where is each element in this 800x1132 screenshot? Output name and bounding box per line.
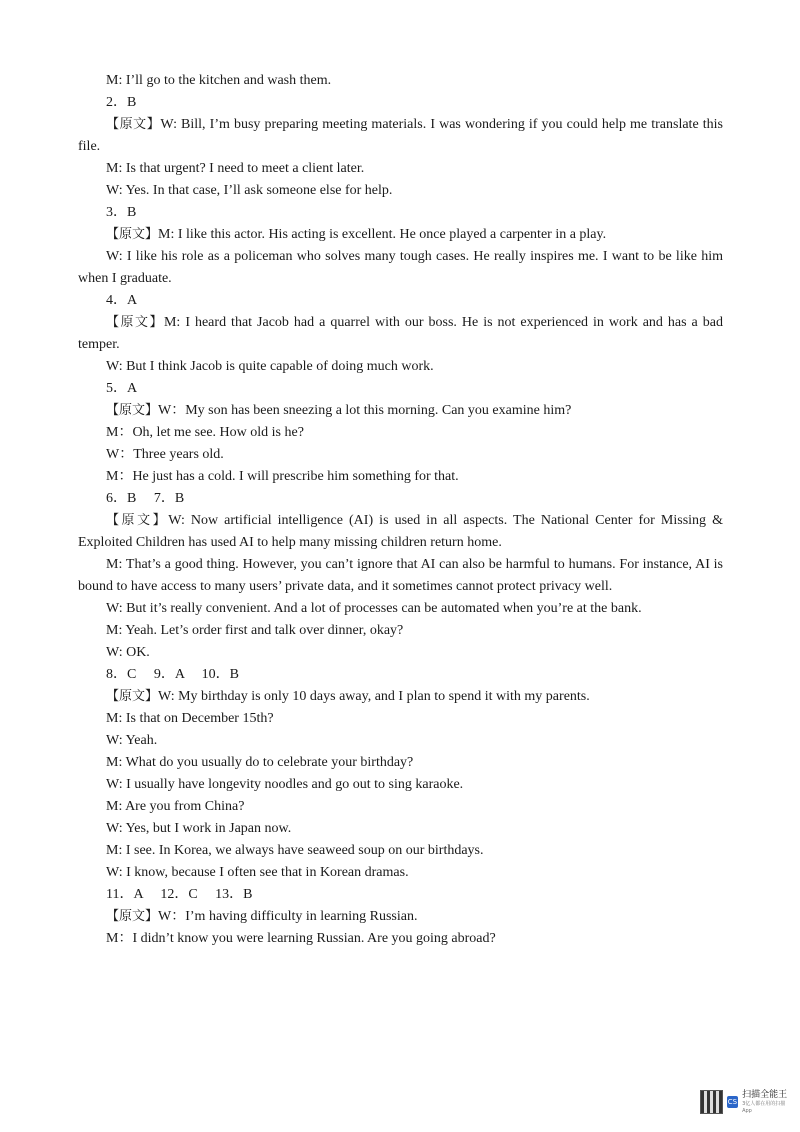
line-text: W: I like his role as a policeman who solves many tough cases. He really inspires me. I want to be like him when I graduate. xyxy=(78,249,723,286)
dialogue-line xyxy=(78,620,723,642)
line-text: 4．A xyxy=(106,293,138,308)
answer-key-line xyxy=(78,290,723,312)
watermark-title: 扫描全能王 xyxy=(742,1089,788,1100)
line-text: M: Yeah. Let’s order first and talk over dinner, okay? xyxy=(106,623,404,638)
answer-key-line xyxy=(78,378,723,400)
line-text: W：Three years old. xyxy=(106,447,224,462)
line-text: 5．A xyxy=(106,381,138,396)
transcript-start-line xyxy=(78,906,723,928)
transcript-start-line xyxy=(78,312,723,356)
line-text: 11．A 12．C 13．B xyxy=(106,887,253,902)
line-text: M: What do you usually do to celebrate your birthday? xyxy=(106,755,414,770)
line-text: W: Yeah. xyxy=(106,733,158,748)
original-text-tag: 【原文】 xyxy=(106,689,159,704)
dialogue-line xyxy=(78,356,723,378)
dialogue-line xyxy=(78,862,723,884)
line-text: W: I usually have longevity noodles and go out to sing karaoke. xyxy=(106,777,464,792)
line-text: 8．C 9．A 10．B xyxy=(106,667,240,682)
line-text: W：My son has been sneezing a lot this morning. Can you examine him? xyxy=(158,403,572,418)
dialogue-line xyxy=(78,70,723,92)
line-text: M: Are you from China? xyxy=(106,799,245,814)
line-text: W: I know, because I often see that in Korean dramas. xyxy=(106,865,409,880)
line-text: M：He just has a cold. I will prescribe him something for that. xyxy=(106,469,459,484)
watermark-subtitle: 3亿人都在用的扫描App xyxy=(742,1100,786,1114)
original-text-tag: 【原文】 xyxy=(106,315,164,330)
dialogue-line xyxy=(78,818,723,840)
dialogue-line xyxy=(78,598,723,620)
transcript-start-line xyxy=(78,400,723,422)
original-text-tag: 【原文】 xyxy=(106,227,159,242)
document-body xyxy=(78,70,723,950)
line-text: M: I see. In Korea, we always have seaweed soup on our birthdays. xyxy=(106,843,484,858)
line-text: 2．B xyxy=(106,95,137,110)
original-text-tag: 【原文】 xyxy=(106,513,169,528)
answer-key-line xyxy=(78,488,723,510)
original-text-tag: 【原文】 xyxy=(106,909,159,924)
transcript-start-line xyxy=(78,510,723,554)
line-text: W: OK. xyxy=(106,645,150,660)
transcript-start-line xyxy=(78,114,723,158)
dialogue-line xyxy=(78,158,723,180)
dialogue-line xyxy=(78,708,723,730)
line-text: W: My birthday is only 10 days away, and I plan to spend it with my parents. xyxy=(158,689,590,704)
camscanner-logo-icon: CS xyxy=(727,1098,738,1106)
line-text: M: Is that urgent? I need to meet a client later. xyxy=(106,161,365,176)
line-text: W: Bill, I’m busy preparing meeting materials. I was wondering if you could help me translate this file. xyxy=(78,117,723,154)
line-text: 3．B xyxy=(106,205,137,220)
scanner-watermark xyxy=(700,1088,792,1116)
line-text: W: But I think Jacob is quite capable of doing much work. xyxy=(106,359,434,374)
line-text: W: Yes. In that case, I’ll ask someone else for help. xyxy=(106,183,393,198)
dialogue-line xyxy=(78,180,723,202)
line-text: W: Now artificial intelligence (AI) is used in all aspects. The National Center for Missing & Exploited Children has used AI to help many missing children return home. xyxy=(78,513,723,550)
answer-key-line xyxy=(78,202,723,224)
dialogue-line xyxy=(78,840,723,862)
line-text: M：I didn’t know you were learning Russian. Are you going abroad? xyxy=(106,931,496,946)
dialogue-line xyxy=(78,752,723,774)
dialogue-line xyxy=(78,730,723,752)
line-text: W: Yes, but I work in Japan now. xyxy=(106,821,292,836)
line-text: M: I like this actor. His acting is excellent. He once played a carpenter in a play. xyxy=(158,227,607,242)
line-text: M: Is that on December 15th? xyxy=(106,711,274,726)
original-text-tag: 【原文】 xyxy=(106,403,159,418)
line-text: W：I’m having difficulty in learning Russian. xyxy=(158,909,418,924)
dialogue-line xyxy=(78,554,723,598)
transcript-start-line xyxy=(78,686,723,708)
original-text-tag: 【原文】 xyxy=(106,117,161,132)
line-text: M: I’ll go to the kitchen and wash them. xyxy=(106,73,332,88)
dialogue-line xyxy=(78,796,723,818)
answer-key-line xyxy=(78,884,723,906)
dialogue-line xyxy=(78,246,723,290)
line-text: W: But it’s really convenient. And a lot of processes can be automated when you’re at the bank. xyxy=(106,601,642,616)
dialogue-line xyxy=(78,422,723,444)
line-text: M：Oh, let me see. How old is he? xyxy=(106,425,304,440)
qr-code-icon xyxy=(700,1090,723,1114)
dialogue-line xyxy=(78,642,723,664)
dialogue-line xyxy=(78,928,723,950)
transcript-start-line xyxy=(78,224,723,246)
answer-key-line xyxy=(78,664,723,686)
answer-key-line xyxy=(78,92,723,114)
watermark-text xyxy=(742,1090,792,1115)
dialogue-line xyxy=(78,466,723,488)
line-text: M: I heard that Jacob had a quarrel with our boss. He is not experienced in work and has a bad temper. xyxy=(78,315,723,352)
line-text: M: That’s a good thing. However, you can’t ignore that AI can also be harmful to humans. For instance, AI is bound to have access to many users’ private data, and it sometimes cannot protect privacy well. xyxy=(78,557,723,594)
dialogue-line xyxy=(78,444,723,466)
line-text: 6．B 7．B xyxy=(106,491,185,506)
dialogue-line xyxy=(78,774,723,796)
